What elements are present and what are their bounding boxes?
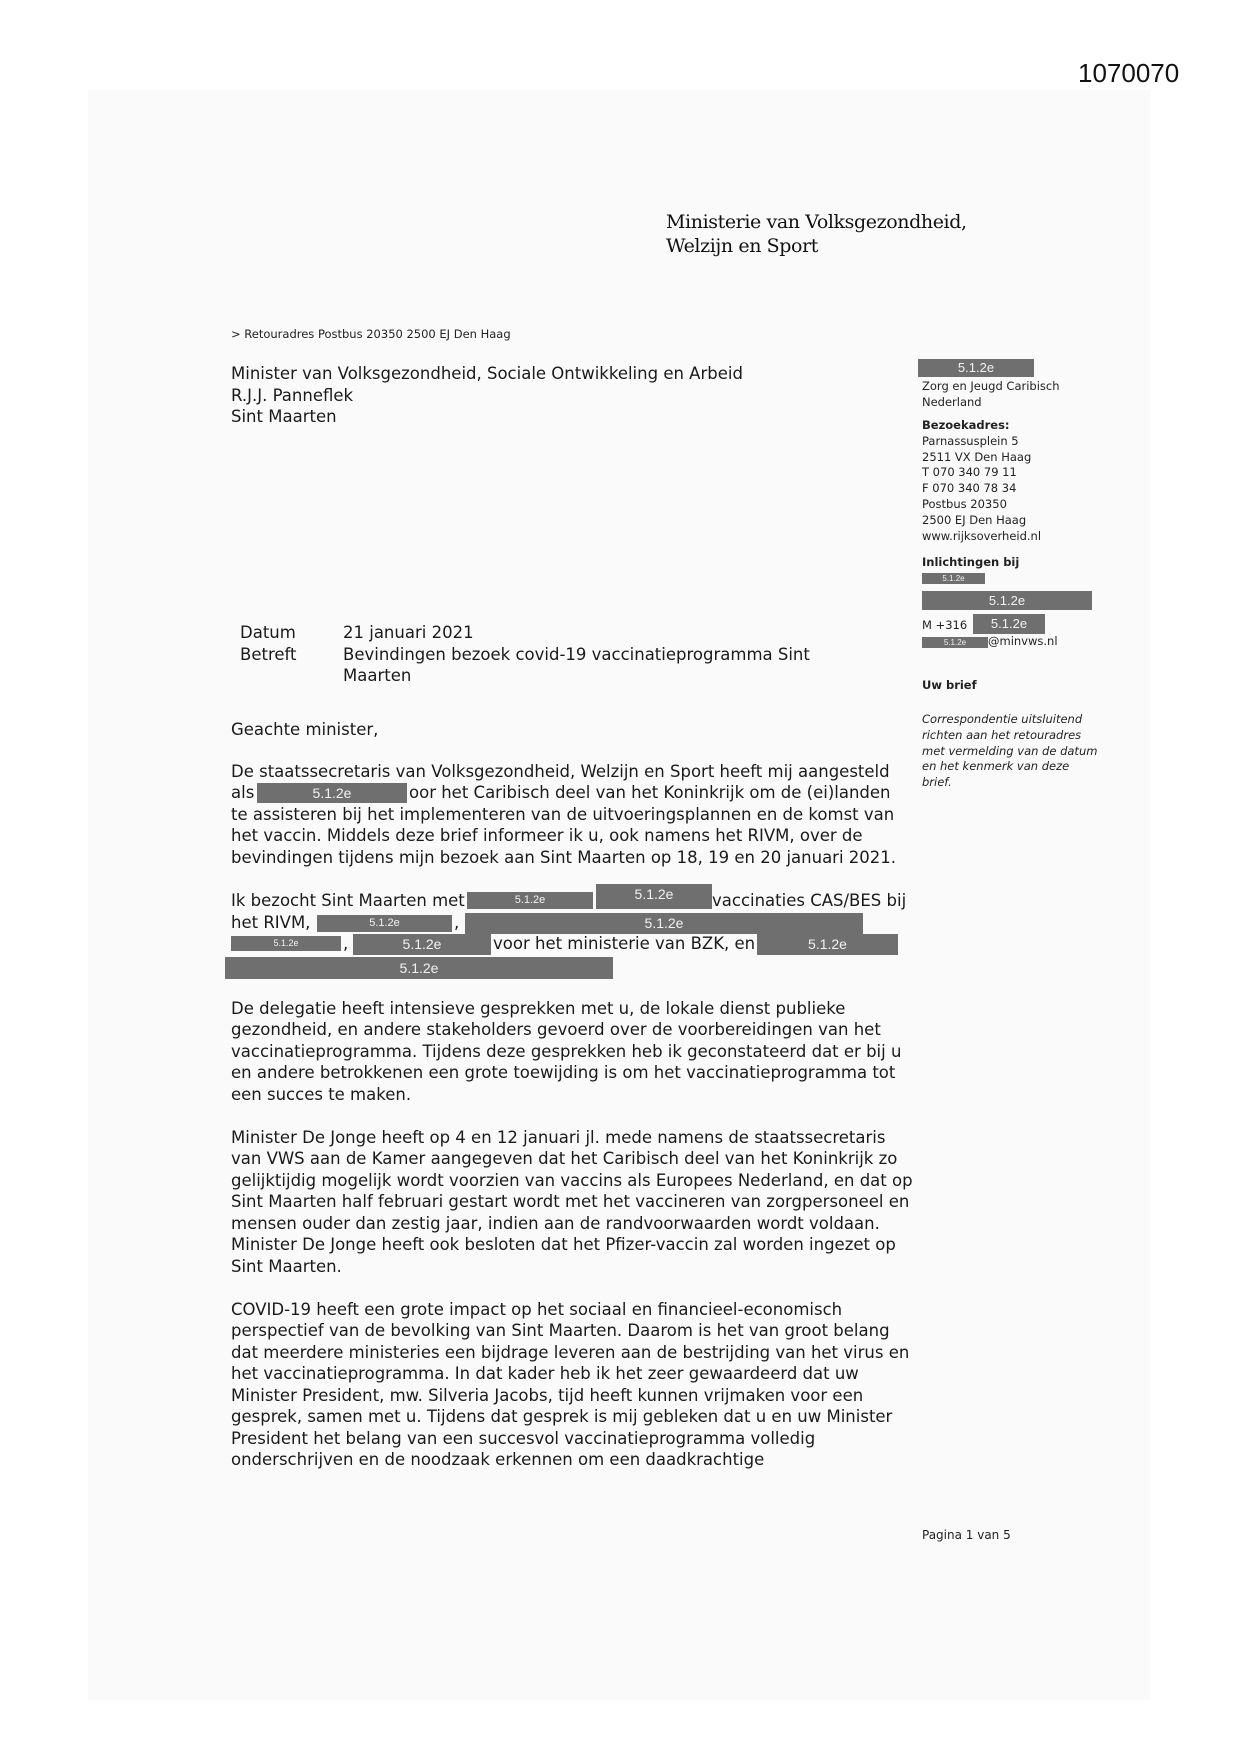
paragraph-line: Minister De Jonge heeft ook besloten dat het Pfizer-vaccin zal worden ingezet op [231, 1235, 896, 1254]
subject-label: Betreft [240, 644, 297, 664]
logo-line-1: Ministerie van Volksgezondheid, [666, 211, 967, 233]
redaction-block: 5.1.2e [918, 359, 1034, 377]
redaction-block: 5.1.2e [225, 957, 613, 979]
paragraph-line: als [231, 783, 255, 802]
paragraph-line: gesprek, samen met u. Tijdens dat gesprek is mij gebleken dat u en uw Minister [231, 1407, 893, 1426]
paragraph-line: dat meerdere ministeries een bijdrage leveren aan de bestrijding van het virus en [231, 1343, 910, 1362]
return-address: > Retouradres Postbus 20350 2500 EJ Den Haag [231, 327, 511, 341]
sidebar-line: F 070 340 78 34 [922, 481, 1017, 496]
redaction-block: 5.1.2e [922, 591, 1092, 610]
redaction-block: 5.1.2e [231, 936, 341, 951]
redaction-block: 5.1.2e [353, 934, 491, 955]
recipient-address [231, 363, 743, 428]
sidebar-email: @minvws.nl [988, 634, 1058, 648]
redaction-block: 5.1.2e [922, 573, 985, 584]
sidebar-info-heading: Inlichtingen bij [922, 555, 1020, 569]
sidebar-note-line: Correspondentie uitsluitend [922, 712, 1083, 726]
document-number: 1070070 [1078, 58, 1180, 88]
sidebar-website: www.rijksoverheid.nl [922, 528, 1042, 543]
sidebar-line: T 070 340 79 11 [922, 465, 1017, 480]
paragraph-line: , [454, 913, 460, 932]
paragraph-line: het RIVM, [231, 913, 311, 932]
sidebar-unit [922, 379, 1060, 411]
redaction-block: 5.1.2e [317, 915, 452, 932]
redaction-block: 5.1.2e [596, 884, 712, 909]
paragraph-line: gezondheid, en andere stakeholders gevoerd over de voorbereidingen van het [231, 1020, 881, 1039]
paragraph-line: perspectief van de bevolking van Sint Maarten. Daarom is het van groot belang [231, 1321, 890, 1340]
redaction-block: 5.1.2e [922, 637, 988, 648]
sidebar-line: Parnassusplein 5 [922, 433, 1019, 448]
sidebar-note [922, 712, 1097, 791]
recipient-line: Sint Maarten [231, 407, 337, 426]
paragraph-line: De delegatie heeft intensieve gesprekken met u, de lokale dienst publieke [231, 999, 846, 1018]
subject-value [343, 644, 810, 687]
redaction-block: 5.1.2e [973, 614, 1045, 634]
subject-line: Maarten [343, 666, 412, 685]
paragraph-line: van VWS aan de Kamer aangegeven dat het Caribisch deel van het Koninkrijk zo [231, 1149, 898, 1168]
paragraph-line: Ik bezocht Sint Maarten met [231, 891, 465, 910]
redaction-block: 5.1.2e [257, 783, 407, 803]
paragraph-line: gelijktijdig mogelijk wordt voorzien van vaccins als Europees Nederland, en dat op [231, 1171, 913, 1190]
recipient-line: Minister van Volksgezondheid, Sociale Ontwikkeling en Arbeid [231, 364, 743, 383]
sidebar-note-line: en het kenmerk van deze [922, 759, 1070, 774]
paragraph-line: De staatssecretaris van Volksgezondheid, Welzijn en Sport heeft mij aangesteld [231, 762, 890, 781]
subject-line: Bevindingen bezoek covid-19 vaccinatieprogramma Sint [343, 644, 810, 664]
paragraph-line: bevindingen tijdens mijn bezoek aan Sint Maarten op 18, 19 en 20 januari 2021. [231, 848, 897, 867]
paragraph-line: Sint Maarten half februari gestart wordt met het vaccineren van zorgpersoneel en [231, 1192, 910, 1211]
sidebar-line: Zorg en Jeugd Caribisch [922, 379, 1060, 393]
sidebar-note-line: brief. [922, 775, 952, 790]
sidebar-line: Postbus 20350 [922, 496, 1007, 511]
sidebar-line: 2500 EJ Den Haag [922, 512, 1027, 527]
date-value: 21 januari 2021 [343, 623, 474, 642]
paragraph-line: voor het ministerie van BZK, en [493, 934, 756, 953]
ministry-logo [666, 210, 967, 258]
paragraph-line: Minister President, mw. Silveria Jacobs, tijd heeft kunnen vrijmaken voor een [231, 1386, 864, 1405]
paragraph-line: President het belang van een succesvol vaccinatieprogramma volledig [231, 1429, 816, 1448]
sidebar-line: Nederland [922, 394, 982, 409]
subject-row [240, 644, 810, 687]
sidebar-visit-address [922, 418, 1041, 544]
sidebar-note-line: met vermelding van de datum [922, 743, 1098, 758]
paragraph-line: onderschrijven en de noodzaak erkennen om een daadkrachtige [231, 1450, 765, 1469]
sidebar-heading: Bezoekadres: [922, 418, 1010, 432]
date-label: Datum [240, 623, 296, 642]
paragraph-line: Sint Maarten. [231, 1257, 342, 1276]
sidebar-mobile: M +316 [922, 618, 968, 632]
paragraph-line: een succes te maken. [231, 1085, 412, 1104]
logo-line-2: Welzijn en Sport [666, 235, 819, 257]
paragraph-line: vaccinaties CAS/BES bij [712, 891, 907, 910]
page-number: Pagina 1 van 5 [922, 1528, 1011, 1542]
paragraph-line: het vaccinatieprogramma. In dat kader heb ik het zeer gewaardeerd dat uw [231, 1364, 859, 1383]
recipient-line: R.J.J. Panneflek [231, 385, 354, 405]
letter-meta [240, 622, 810, 687]
redaction-block: 5.1.2e [757, 934, 898, 955]
paragraph-line: te assisteren bij het implementeren van de uitvoeringsplannen en de komst van [231, 805, 895, 824]
paragraph-line: COVID-19 heeft een grote impact op het sociaal en financieel-economisch [231, 1300, 843, 1319]
sidebar-line: 2511 VX Den Haag [922, 449, 1032, 464]
paragraph-line: , [343, 934, 349, 953]
redaction-block: 5.1.2e [467, 892, 593, 909]
paragraph-line: oor het Caribisch deel van het Koninkrijk om de (ei)landen [409, 783, 891, 802]
paragraph-line: vaccinatieprogramma. Tijdens deze gesprekken heb ik geconstateerd dat er bij u [231, 1042, 902, 1061]
paragraph-line: het vaccin. Middels deze brief informeer ik u, ook namens het RIVM, over de [231, 826, 863, 845]
redaction-block: 5.1.2e [465, 913, 863, 934]
sidebar-note-line: richten aan het retouradres [922, 727, 1082, 742]
date-row [240, 622, 810, 644]
sidebar-letter-heading: Uw brief [922, 678, 977, 692]
salutation: Geachte minister, [231, 720, 379, 739]
paragraph-line: Minister De Jonge heeft op 4 en 12 januari jl. mede namens de staatssecretaris [231, 1128, 886, 1147]
paragraph-line: en andere betrokkenen een grote toewijding is om het vaccinatieprogramma tot [231, 1063, 896, 1082]
paragraph-line: mensen ouder dan zestig jaar, indien aan de randvoorwaarden wordt voldaan. [231, 1214, 880, 1233]
